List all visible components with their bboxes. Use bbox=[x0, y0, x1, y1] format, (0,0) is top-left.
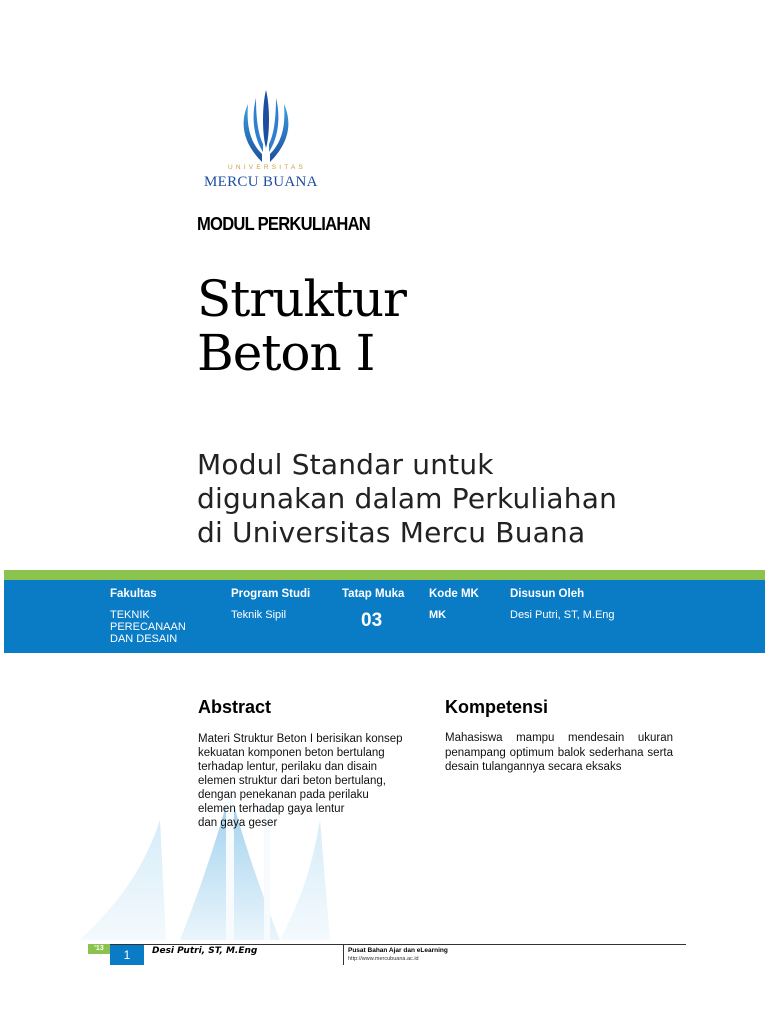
value-fakultas-line: PERECANAAN bbox=[110, 621, 186, 633]
header-disusun-oleh: Disusun Oleh bbox=[510, 588, 585, 600]
footer-vertical-divider bbox=[343, 945, 344, 965]
accent-strip bbox=[4, 570, 765, 580]
abstract-line: elemen struktur dari beton bertulang, bbox=[198, 775, 386, 787]
header-program-studi: Program Studi bbox=[231, 588, 311, 600]
value-fakultas-line: DAN DESAIN bbox=[110, 633, 178, 645]
footer-divider bbox=[88, 944, 686, 945]
course-title bbox=[197, 272, 406, 380]
footer-url: http://www.mercubuana.ac.id bbox=[348, 956, 419, 962]
kompetensi-text: Mahasiswa mampu mendesain ukuran penampang optimum balok sederhana serta desain tulangannya secara eksaks bbox=[445, 732, 673, 773]
abstract-text bbox=[198, 732, 430, 830]
course-title-line: Beton I bbox=[197, 324, 375, 382]
flame-logo-icon bbox=[196, 88, 336, 168]
abstract-line: Materi Struktur Beton I berisikan konsep bbox=[198, 733, 403, 745]
abstract-line: dengan penekanan pada perilaku bbox=[198, 789, 369, 801]
subtitle bbox=[197, 448, 617, 550]
abstract-heading: Abstract bbox=[198, 697, 272, 717]
university-logo bbox=[196, 88, 336, 196]
info-bar bbox=[4, 580, 765, 653]
subtitle-line: digunakan dalam Perkuliahan bbox=[197, 482, 618, 515]
value-disusun-oleh: Desi Putri, ST, M.Eng bbox=[510, 609, 615, 621]
footer-year-badge: '13 bbox=[88, 944, 110, 954]
value-tatap-muka: 03 bbox=[361, 610, 383, 631]
footer-page-number: 1 bbox=[110, 945, 144, 965]
abstract-line: dan gaya geser bbox=[198, 817, 278, 829]
kompetensi-heading: Kompetensi bbox=[445, 697, 549, 717]
abstract-line: kekuatan komponen beton bertulang bbox=[198, 747, 385, 759]
abstract-line: terhadap lentur, perilaku dan disain bbox=[198, 761, 378, 773]
value-fakultas-line: TEKNIK bbox=[110, 609, 150, 621]
footer-center-title: Pusat Bahan Ajar dan eLearning bbox=[348, 947, 448, 954]
logo-university-name: MERCU BUANA bbox=[204, 174, 318, 190]
subtitle-line: di Universitas Mercu Buana bbox=[197, 516, 586, 549]
value-fakultas bbox=[110, 609, 186, 645]
footer-author: Desi Putri, ST, M.Eng bbox=[152, 946, 258, 956]
subtitle-line: Modul Standar untuk bbox=[197, 448, 494, 481]
value-kode-mk: MK bbox=[429, 609, 447, 621]
header-fakultas: Fakultas bbox=[110, 588, 157, 600]
header-tatap-muka: Tatap Muka bbox=[342, 588, 405, 600]
abstract-line: elemen terhadap gaya lentur bbox=[198, 803, 345, 815]
module-label: MODUL PERKULIAHAN bbox=[197, 214, 371, 234]
header-kode-mk: Kode MK bbox=[429, 588, 479, 600]
logo-small-text: UNIVERSITAS bbox=[228, 164, 307, 171]
course-title-line: Struktur bbox=[197, 270, 406, 328]
value-program-studi: Teknik Sipil bbox=[231, 609, 287, 621]
